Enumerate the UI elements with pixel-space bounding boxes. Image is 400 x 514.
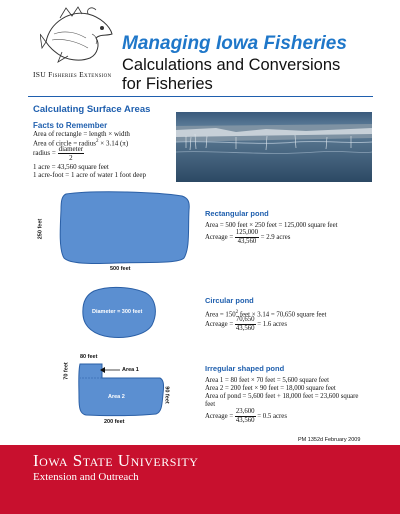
irr-acreage: Acreage = $\frac{23,600}{43,560}$ = 0.5 acres bbox=[205, 408, 287, 424]
page-subtitle bbox=[122, 56, 340, 94]
circ-heading: Circular pond bbox=[205, 296, 254, 305]
irr-label-area1: Area 1 bbox=[122, 367, 139, 373]
circ-area-line: Area = $150^2$ feet × 3.14 = 70,650 square feet bbox=[205, 310, 327, 319]
irr-label-top: 80 feet bbox=[80, 354, 98, 360]
circ-label-inside: Diameter = 300 feet bbox=[92, 309, 143, 315]
header-divider bbox=[28, 96, 373, 97]
university-name: Iowa State University bbox=[33, 451, 199, 470]
irr-area2-line: Area 2 = 200 feet × 90 feet = 18,000 square feet bbox=[205, 385, 336, 392]
subtitle-line-2: for Fisheries bbox=[122, 75, 213, 93]
rect-label-side: 250 feet bbox=[37, 218, 44, 240]
pond-photo bbox=[176, 112, 372, 182]
section-heading: Calculating Surface Areas bbox=[33, 104, 151, 115]
rect-heading: Rectangular pond bbox=[205, 209, 269, 218]
fact-acre-foot: 1 acre-foot = 1 acre of water 1 foot deep bbox=[33, 171, 146, 179]
irr-label-area2: Area 2 bbox=[108, 394, 125, 400]
irr-label-right: 90 feet bbox=[163, 386, 170, 404]
publication-id: PM 1352d February 2009 bbox=[298, 437, 361, 443]
irr-label-left: 70 feet bbox=[63, 362, 70, 380]
fact-acre: 1 acre = 43,560 square feet bbox=[33, 163, 109, 171]
fact-radius: radius = $\frac{\text{diameter}}{2}$ bbox=[33, 145, 84, 162]
rect-label-bottom: 500 feet bbox=[110, 266, 131, 272]
fact-rectangle: Area of rectangle = length × width bbox=[33, 130, 130, 138]
rect-acreage: Acreage = $\frac{125,000}{43,560}$ = 2.9 acres bbox=[205, 229, 291, 245]
facts-heading: Facts to Remember bbox=[33, 121, 108, 130]
irregular-pond-diagram bbox=[76, 360, 166, 418]
irr-total-line: Area of pond = 5,600 feet + 18,000 feet = 23,600 square bbox=[205, 393, 359, 400]
irr-label-bottom: 200 feet bbox=[104, 419, 125, 425]
fact-circle: Area of circle = radius$^2$ × 3.14 (π) bbox=[33, 139, 129, 148]
fish-illustration bbox=[40, 4, 116, 68]
extension-unit: Extension and Outreach bbox=[33, 471, 139, 483]
irr-area1-line: Area 1 = 80 feet × 70 feet = 5,600 square feet bbox=[205, 377, 329, 384]
rectangular-pond-diagram bbox=[56, 190, 192, 270]
irr-heading: Irregular shaped pond bbox=[205, 364, 285, 373]
rect-area-line: Area = 500 feet × 250 feet = 125,000 square feet bbox=[205, 222, 338, 229]
subtitle-line-1: Calculations and Conversions bbox=[122, 56, 341, 74]
org-name: ISU Fisheries Extension bbox=[33, 70, 112, 79]
circ-acreage: Acreage = $\frac{70,650}{43,560}$ = 1.6 acres bbox=[205, 316, 287, 332]
area1-arrow-icon bbox=[100, 366, 120, 374]
page-title: Managing Iowa Fisheries bbox=[122, 33, 347, 54]
irr-total-line-cont: feet bbox=[205, 401, 216, 408]
